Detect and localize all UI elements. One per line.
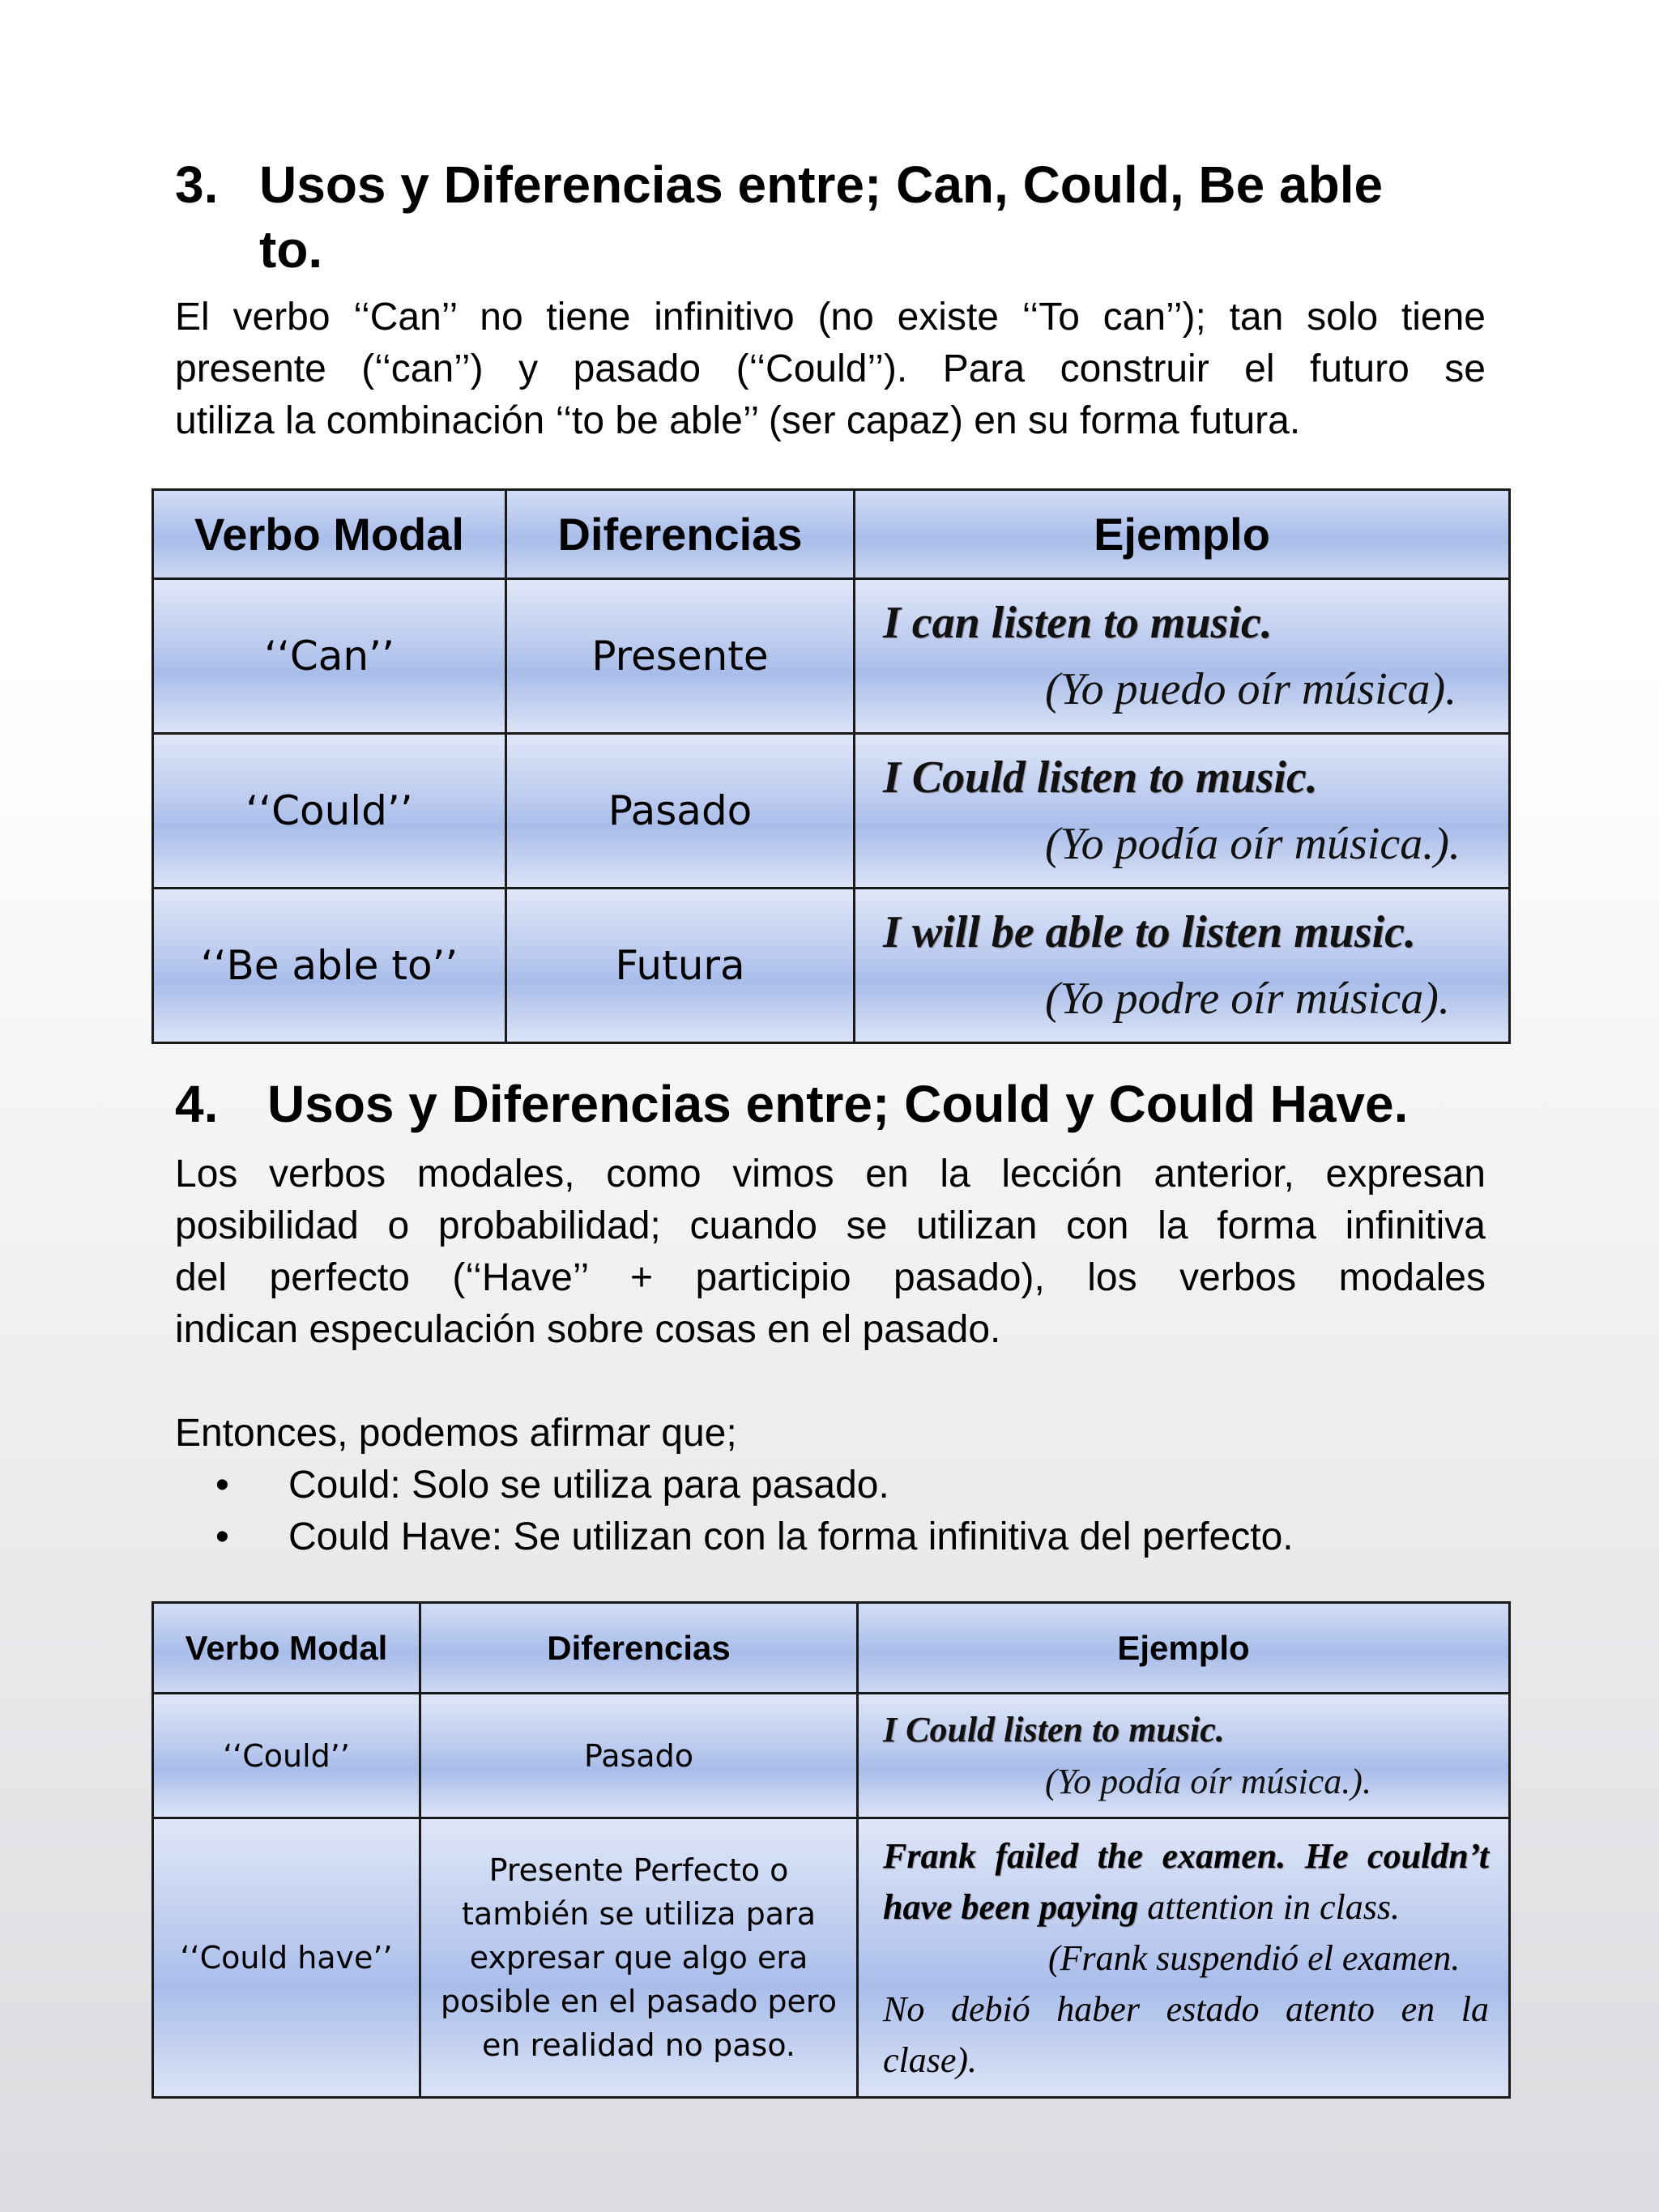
header-verbo-modal: Verbo Modal bbox=[153, 490, 506, 579]
table-row bbox=[153, 734, 1510, 889]
table-row bbox=[153, 579, 1510, 734]
section-3-paragraph bbox=[175, 292, 1486, 447]
cell-modal: ‘‘Could’’ bbox=[153, 1694, 420, 1818]
section-4-intro bbox=[175, 1408, 1486, 1460]
bullet-glyph: • bbox=[215, 1464, 229, 1507]
example-english: I Could listen to music. bbox=[883, 1709, 1225, 1750]
example-spanish-line: (Frank suspendió el examen. bbox=[1048, 1937, 1461, 1978]
paragraph-line: El verbo ‘‘Can’’ no tiene infinitivo (no existe ‘‘To can’’); tan solo tiene bbox=[175, 296, 1486, 339]
diff-line: Presente Perfecto o bbox=[488, 1852, 789, 1888]
cell-ejemplo bbox=[855, 734, 1510, 889]
table-header-row bbox=[153, 1603, 1510, 1694]
diff-line: en realidad no paso. bbox=[482, 2027, 795, 2063]
header-diferencias: Diferencias bbox=[420, 1603, 858, 1694]
example-english: I Could listen to music. bbox=[883, 752, 1318, 803]
section-3-heading bbox=[175, 152, 1572, 282]
cell-ejemplo bbox=[858, 1694, 1510, 1818]
cell-ejemplo bbox=[858, 1818, 1510, 2098]
cell-ejemplo bbox=[855, 579, 1510, 734]
cell-modal: ‘‘Can’’ bbox=[153, 579, 506, 734]
example-english-plain: attention in class. bbox=[1138, 1886, 1400, 1927]
paragraph-line: utiliza la combinación ‘‘to be able’’ (ser capaz) en su forma futura. bbox=[175, 399, 1301, 442]
section-4-title: Usos y Diferencias entre; Could y Could Have. bbox=[267, 1075, 1409, 1133]
modal-verbs-table-1 bbox=[151, 488, 1511, 1044]
cell-ejemplo bbox=[855, 889, 1510, 1043]
paragraph-line: presente (‘‘can’’) y pasado (‘‘Could’’). Para construir el futuro se bbox=[175, 347, 1486, 390]
bullet-text: Could: Solo se utiliza para pasado. bbox=[288, 1464, 889, 1507]
paragraph-line: Los verbos modales, como vimos en la lección anterior, expresan bbox=[175, 1153, 1486, 1196]
bullet-glyph: • bbox=[215, 1515, 229, 1558]
example-spanish: (Yo podía oír música.). bbox=[1045, 1761, 1371, 1801]
example-spanish: (Yo puedo oír música). bbox=[1045, 664, 1457, 714]
cell-diferencia: Futura bbox=[506, 889, 855, 1043]
table-row bbox=[153, 1818, 1510, 2098]
example-spanish: (Yo podre oír música). bbox=[1045, 974, 1450, 1024]
cell-diferencia: Pasado bbox=[420, 1694, 858, 1818]
example-english: I will be able to listen music. bbox=[883, 907, 1417, 957]
cell-modal: ‘‘Could have’’ bbox=[153, 1818, 420, 2098]
header-ejemplo: Ejemplo bbox=[855, 490, 1510, 579]
section-3-title-line1: Usos y Diferencias entre; Can, Could, Be able bbox=[259, 156, 1384, 214]
modal-verbs-table-2 bbox=[151, 1601, 1511, 2099]
example-spanish: (Yo podía oír música.). bbox=[1045, 819, 1461, 869]
section-3-title-line2: to. bbox=[259, 220, 323, 279]
list-item bbox=[175, 1460, 1503, 1511]
table-header-row bbox=[153, 490, 1510, 579]
cell-modal: ‘‘Could’’ bbox=[153, 734, 506, 889]
section-3-number: 3. bbox=[175, 156, 219, 214]
header-diferencias: Diferencias bbox=[506, 490, 855, 579]
cell-diferencia: Pasado bbox=[506, 734, 855, 889]
table-row bbox=[153, 1694, 1510, 1818]
cell-diferencia bbox=[420, 1818, 858, 2098]
bullet-list bbox=[175, 1460, 1503, 1563]
paragraph-line: indican especulación sobre cosas en el pasado. bbox=[175, 1308, 1001, 1351]
header-verbo-modal: Verbo Modal bbox=[153, 1603, 420, 1694]
section-4-number: 4. bbox=[175, 1075, 219, 1133]
diff-line: posible en el pasado pero bbox=[441, 1984, 837, 2019]
list-item bbox=[175, 1511, 1503, 1563]
section-4-paragraph bbox=[175, 1149, 1486, 1356]
example-english-line: Frank failed the examen. He couldn’t bbox=[883, 1835, 1489, 1876]
bullet-text: Could Have: Se utilizan con la forma infinitiva del perfecto. bbox=[288, 1515, 1294, 1558]
example-english: I can listen to music. bbox=[883, 598, 1273, 648]
example-spanish-line: No debió haber estado atento en la bbox=[883, 1988, 1489, 2029]
section-4-heading bbox=[175, 1072, 1596, 1136]
example-english-bold: have been paying bbox=[883, 1886, 1139, 1927]
paragraph-line: posibilidad o probabilidad; cuando se utilizan con la forma infinitiva bbox=[175, 1204, 1486, 1247]
diff-line: también se utiliza para bbox=[462, 1896, 816, 1932]
cell-modal: ‘‘Be able to’’ bbox=[153, 889, 506, 1043]
intro-text: Entonces, podemos afirmar que; bbox=[175, 1412, 737, 1455]
cell-diferencia: Presente bbox=[506, 579, 855, 734]
table-row bbox=[153, 889, 1510, 1043]
diff-line: expresar que algo era bbox=[469, 1940, 808, 1975]
header-ejemplo: Ejemplo bbox=[858, 1603, 1510, 1694]
paragraph-line: del perfecto (‘‘Have’’ + participio pasado), los verbos modales bbox=[175, 1256, 1486, 1299]
example-spanish-line: clase). bbox=[883, 2039, 978, 2080]
